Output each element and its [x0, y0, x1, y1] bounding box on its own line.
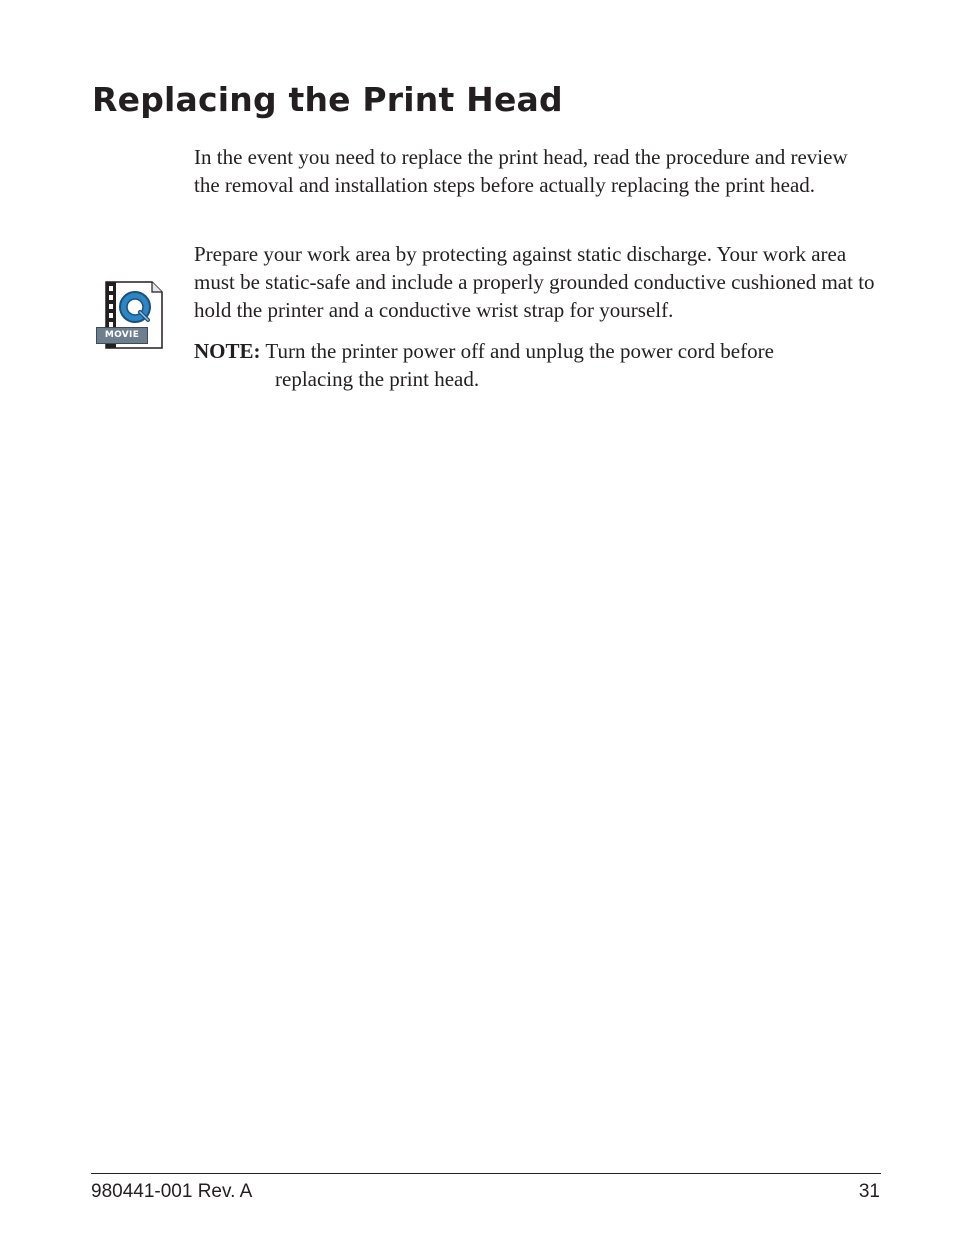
page-title: Replacing the Print Head [92, 80, 563, 119]
note [194, 337, 876, 393]
movie-label: MOVIE [96, 327, 148, 344]
footer-divider [91, 1173, 881, 1174]
intro-paragraph: In the event you need to replace the print head, read the procedure and review the removal and installation steps before actually replacing the print head. [194, 145, 848, 197]
note-text-line1: Turn the printer power off and unplug the power cord before [265, 339, 774, 363]
footer-page-number: 31 [858, 1181, 880, 1202]
movie-icon[interactable] [96, 280, 164, 350]
footer-doc-number: 980441-001 Rev. A [91, 1181, 253, 1202]
note-label: NOTE: [194, 339, 261, 363]
note-text-line2: replacing the print head. [275, 367, 480, 391]
static-discharge-paragraph: Prepare your work area by protecting against static discharge. Your work area must be static-safe and include a properly grounded conductive cushioned mat to hold the printer and a conductive wrist strap for yourself. [194, 242, 875, 322]
